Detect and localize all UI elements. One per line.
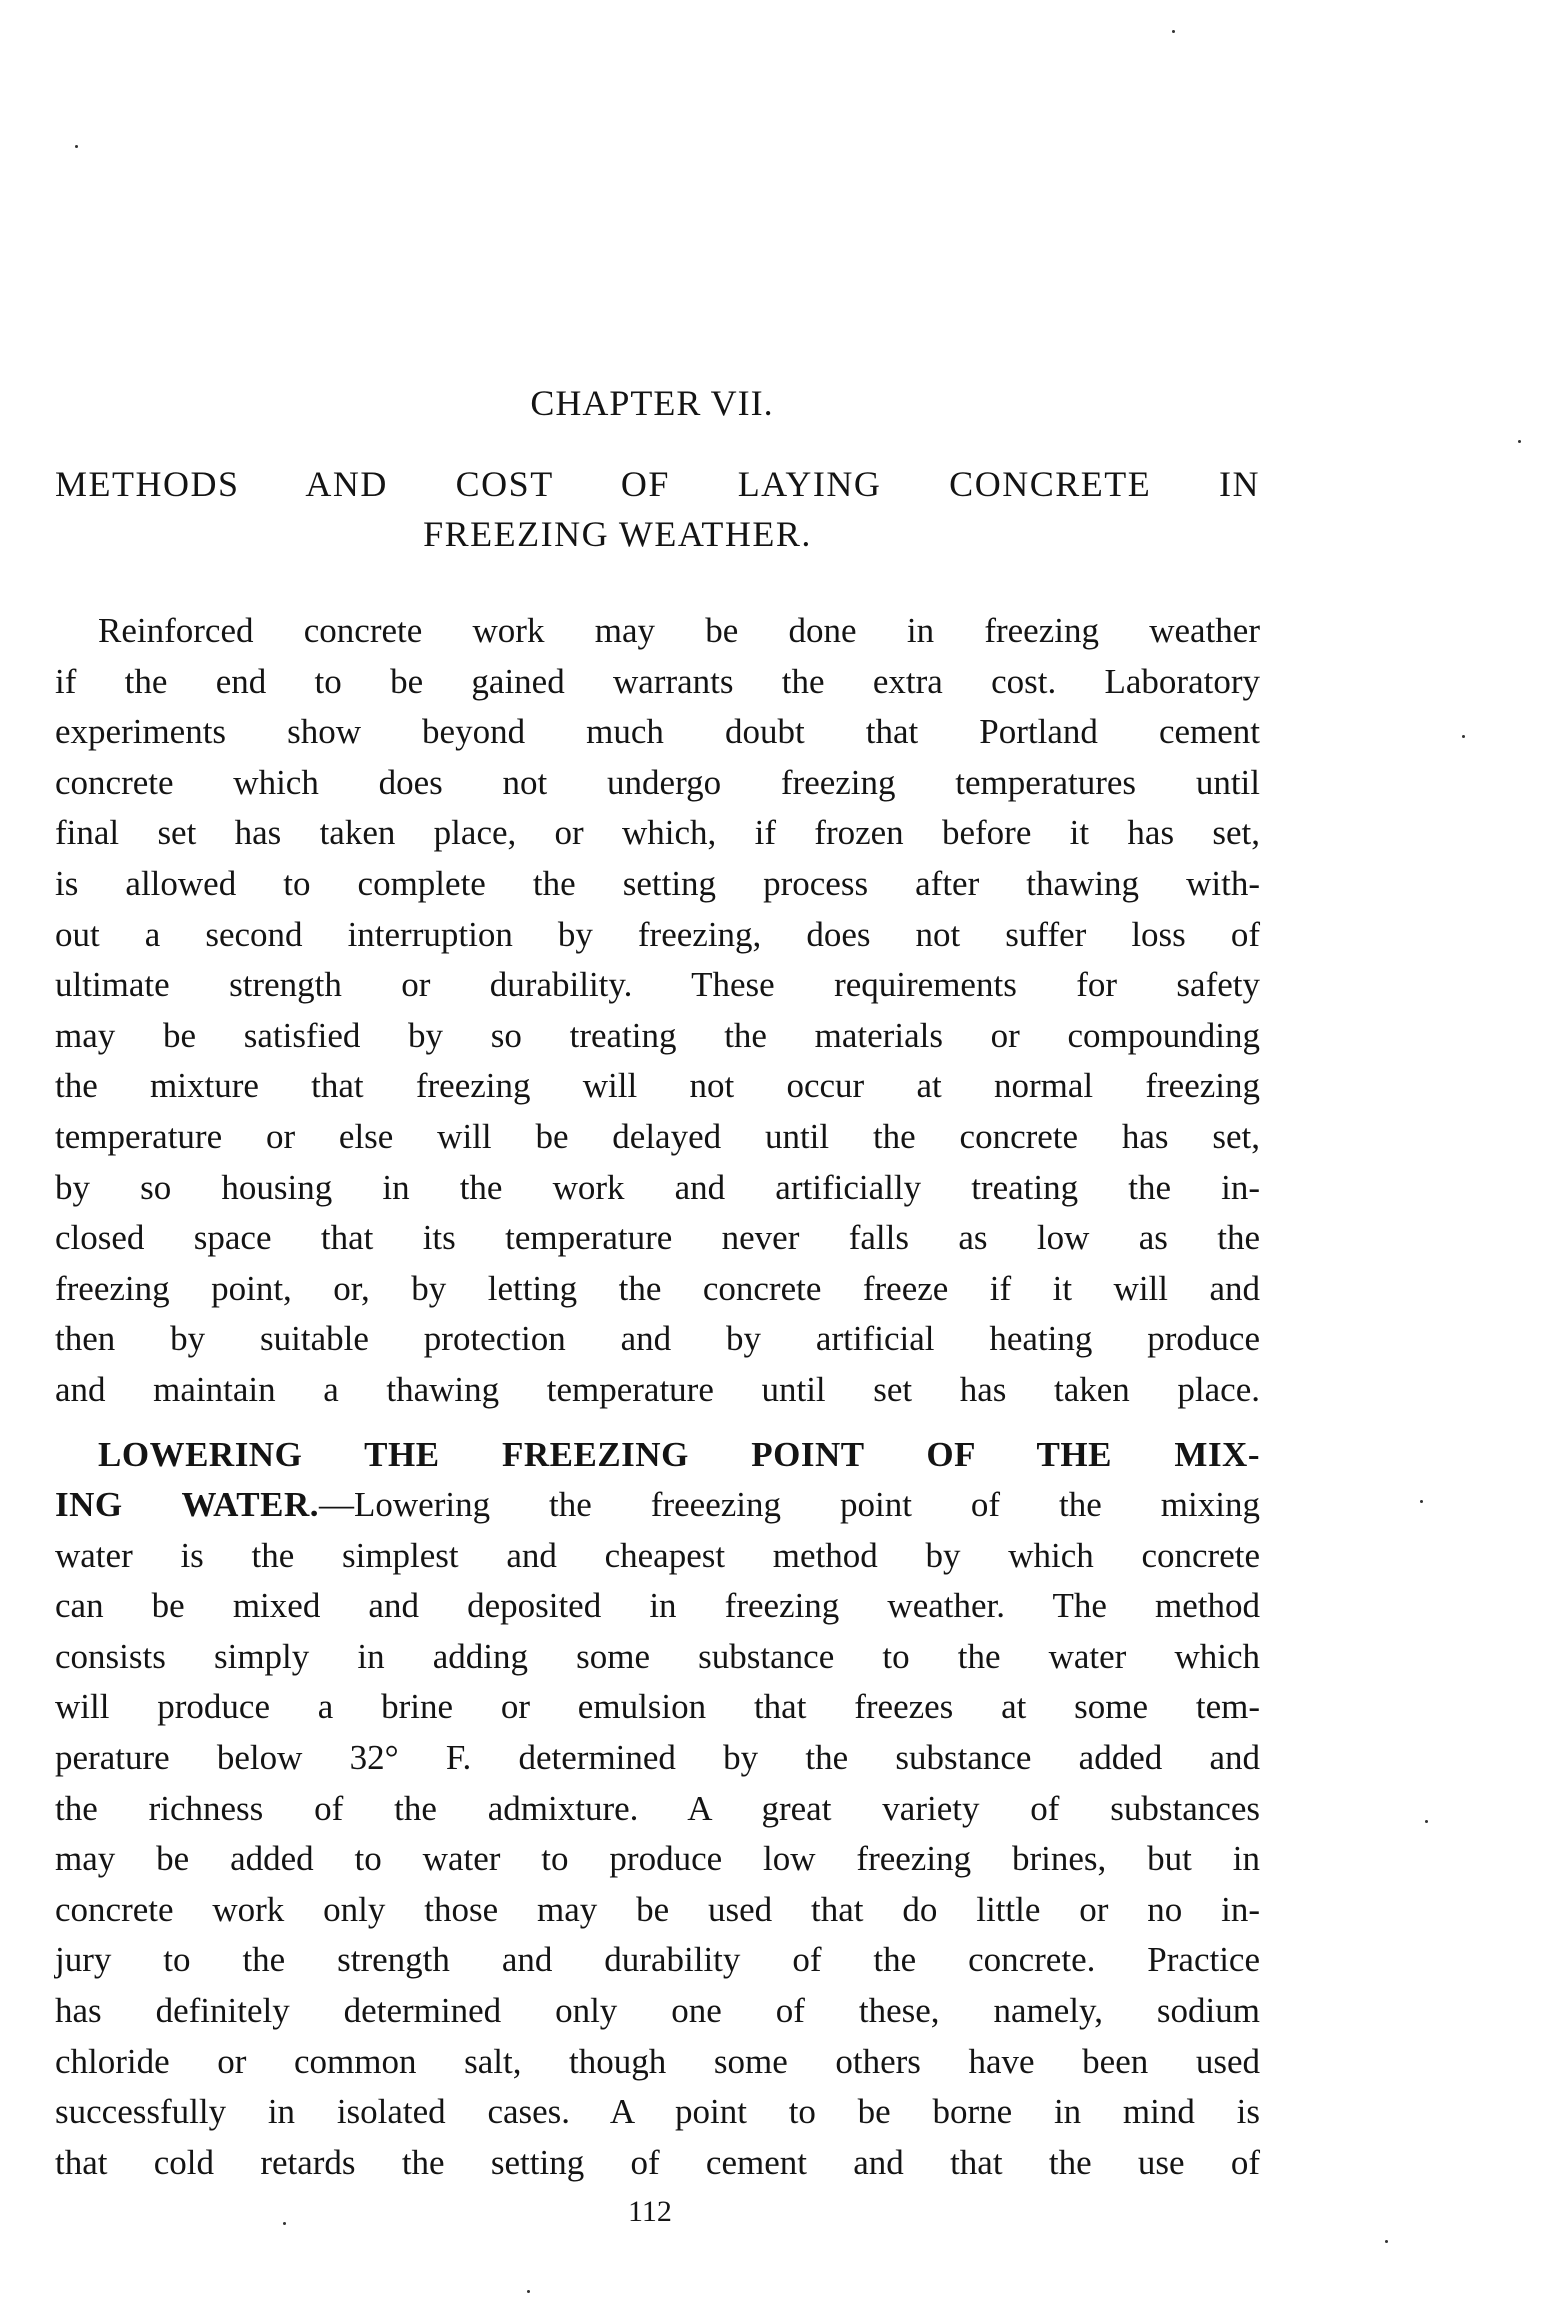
chapter-label: CHAPTER VII.	[530, 383, 774, 423]
text-line	[55, 1480, 1260, 1531]
text-line: water is the simplest and cheapest method by which concrete	[55, 1535, 1260, 1575]
paragraph-lowering-freezing-point	[55, 1430, 1260, 2189]
scan-speck	[1462, 735, 1465, 738]
text-line: jury to the strength and durability of the concrete. Practice	[55, 1940, 1260, 1980]
text-line: Reinforced concrete work may be done in freezing weather	[98, 611, 1260, 650]
text-line: that cold retards the setting of cement and that the use of	[55, 2142, 1260, 2182]
paragraph-gap	[55, 1416, 1260, 1430]
text-line: then by suitable protection and by artificial heating produce	[55, 1319, 1260, 1359]
text-line: out a second interruption by freezing, does not suffer loss of	[55, 914, 1260, 954]
scan-speck	[1385, 2240, 1388, 2243]
scan-speck	[1420, 1500, 1423, 1503]
text-run: —Lowering the freeezing point of the mixing	[319, 1485, 1260, 1525]
page-number: 112	[628, 2195, 672, 2228]
chapter-title-line: FREEZING WEATHER.	[423, 514, 812, 554]
chapter-title-line: METHODS AND COST OF LAYING CONCRETE IN	[55, 464, 1260, 504]
text-line: final set has taken place, or which, if frozen before it has set,	[55, 813, 1260, 853]
text-line: has definitely determined only one of these, namely, sodium	[55, 1991, 1260, 2031]
scan-speck	[283, 2222, 286, 2225]
text-line: perature below 32° F. determined by the substance added and	[55, 1738, 1260, 1778]
text-line: and maintain a thawing temperature until set has taken place.	[55, 1369, 1260, 1409]
text-line: will produce a brine or emulsion that freezes at some tem-	[55, 1687, 1260, 1727]
text-line: may be satisfied by so treating the materials or compounding	[55, 1015, 1260, 1055]
text-line: may be added to water to produce low freezing brines, but in	[55, 1839, 1260, 1879]
text-line: experiments show beyond much doubt that Portland cement	[55, 712, 1260, 752]
scan-speck	[1425, 1820, 1428, 1823]
text-line: consists simply in adding some substance to the water which	[55, 1636, 1260, 1676]
chapter-title	[55, 459, 1260, 559]
text-line: ultimate strength or durability. These requirements for safety	[55, 965, 1260, 1005]
text-line: chloride or common salt, though some others have been used	[55, 2041, 1260, 2081]
scan-speck	[1172, 30, 1175, 33]
text-line: the mixture that freezing will not occur at normal freezing	[55, 1066, 1260, 1106]
paragraph-intro	[55, 606, 1260, 1416]
section-heading-continuation: ING WATER.	[55, 1485, 319, 1525]
section-heading: LOWERING THE FREEZING POINT OF THE MIX-	[98, 1434, 1260, 1474]
text-line: closed space that its temperature never falls as low as the	[55, 1218, 1260, 1258]
text-line: successfully in isolated cases. A point to be borne in mind is	[55, 2092, 1260, 2132]
text-line: if the end to be gained warrants the extra cost. Laboratory	[55, 661, 1260, 701]
text-line: concrete work only those may be used that do little or no in-	[55, 1889, 1260, 1929]
text-line: can be mixed and deposited in freezing weather. The method	[55, 1586, 1260, 1626]
scan-speck	[75, 145, 78, 148]
text-line: freezing point, or, by letting the concrete freeze if it will and	[55, 1268, 1260, 1308]
text-line: temperature or else will be delayed until the concrete has set,	[55, 1116, 1260, 1156]
text-line: by so housing in the work and artificially treating the in-	[55, 1167, 1260, 1207]
text-line: is allowed to complete the setting process after thawing with-	[55, 863, 1260, 903]
body-text	[55, 606, 1260, 2188]
scan-speck	[1518, 440, 1521, 443]
scan-speck	[527, 2290, 530, 2293]
text-line: concrete which does not undergo freezing temperatures until	[55, 762, 1260, 802]
text-line: the richness of the admixture. A great variety of substances	[55, 1788, 1260, 1828]
